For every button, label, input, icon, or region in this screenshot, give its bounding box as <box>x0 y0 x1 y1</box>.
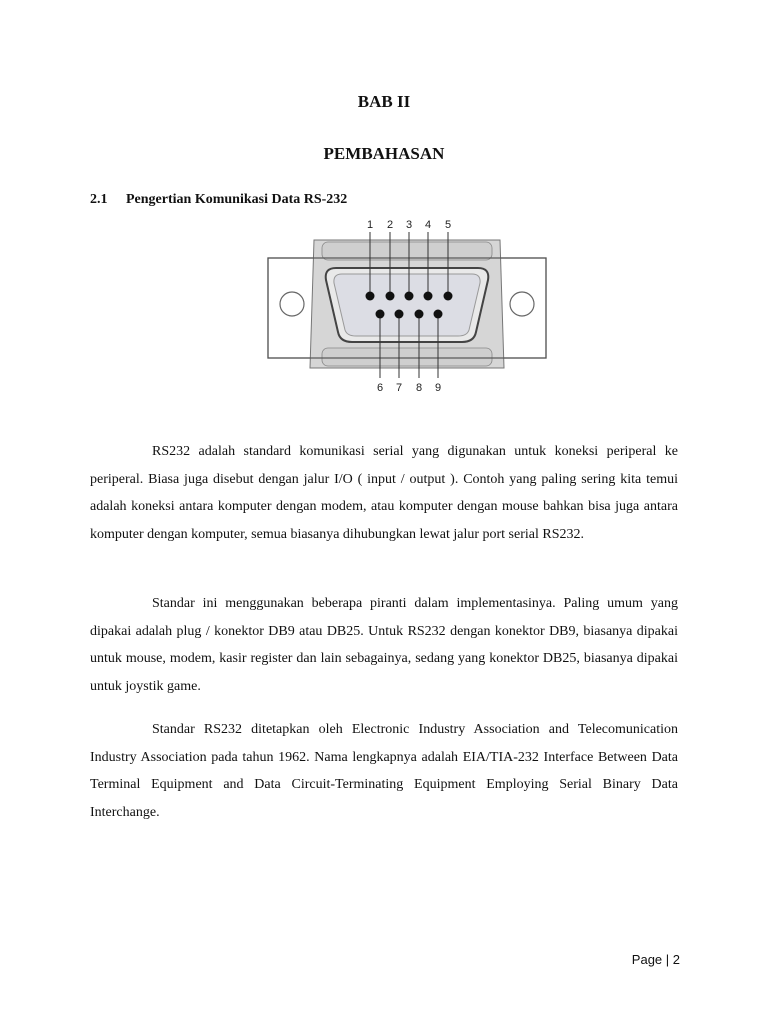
pin-8 <box>415 310 424 319</box>
pin-5 <box>444 292 453 301</box>
pin-label-2: 2 <box>386 219 394 231</box>
screw-hole-left <box>280 292 304 316</box>
pin-label-5: 5 <box>444 219 452 231</box>
paragraph-1: RS232 adalah standard komunikasi serial yang digunakan untuk koneksi periperal ke periperal. Biasa juga disebut dengan jalur I/O ( input / output ). Contoh yang paling sering kita temui adalah koneksi antara komputer dengan modem, atau komputer dengan mouse bahkan bisa juga antara komputer dengan komputer, semua biasanya dihubungkan lewat jalur port serial RS232. <box>90 444 678 542</box>
chapter-heading: BAB II <box>357 92 411 111</box>
db9-connector-figure <box>262 212 552 396</box>
pin-label-4: 4 <box>424 219 432 231</box>
pin-3 <box>405 292 414 301</box>
chapter-title: PEMBAHASAN <box>323 144 445 163</box>
pin-1 <box>366 292 375 301</box>
pin-9 <box>434 310 443 319</box>
section-number: 2.1 <box>90 192 108 207</box>
section-title: Pengertian Komunikasi Data RS-232 <box>126 192 348 207</box>
screw-hole-right <box>510 292 534 316</box>
pin-label-9: 9 <box>434 382 442 394</box>
page-number: Page | 2 <box>631 952 680 967</box>
pin-label-7: 7 <box>395 382 403 394</box>
pin-label-3: 3 <box>405 219 413 231</box>
pin-6 <box>376 310 385 319</box>
paragraph-3: Standar RS232 ditetapkan oleh Electronic Industry Association and Telecomunication Industry Association pada tahun 1962. Nama lengkapnya adalah EIA/TIA-232 Interface Between Data Terminal Equipment and Data Circuit-Terminating Equipment Employing Serial Binary Data Interchange. <box>90 722 678 820</box>
section-heading <box>90 192 347 208</box>
pin-7 <box>395 310 404 319</box>
pin-4 <box>424 292 433 301</box>
pin-label-1: 1 <box>366 219 374 231</box>
pin-label-8: 8 <box>415 382 423 394</box>
pin-label-6: 6 <box>376 382 384 394</box>
paragraph-2: Standar ini menggunakan beberapa piranti dalam implementasinya. Paling umum yang dipakai adalah plug / konektor DB9 atau DB25. Untuk RS232 dengan konektor DB9, biasanya dipakai untuk mouse, modem, kasir register dan lain sebagainya, sedang yang konektor DB25, biasanya dipakai untuk joystik game. <box>90 596 678 694</box>
pin-2 <box>386 292 395 301</box>
